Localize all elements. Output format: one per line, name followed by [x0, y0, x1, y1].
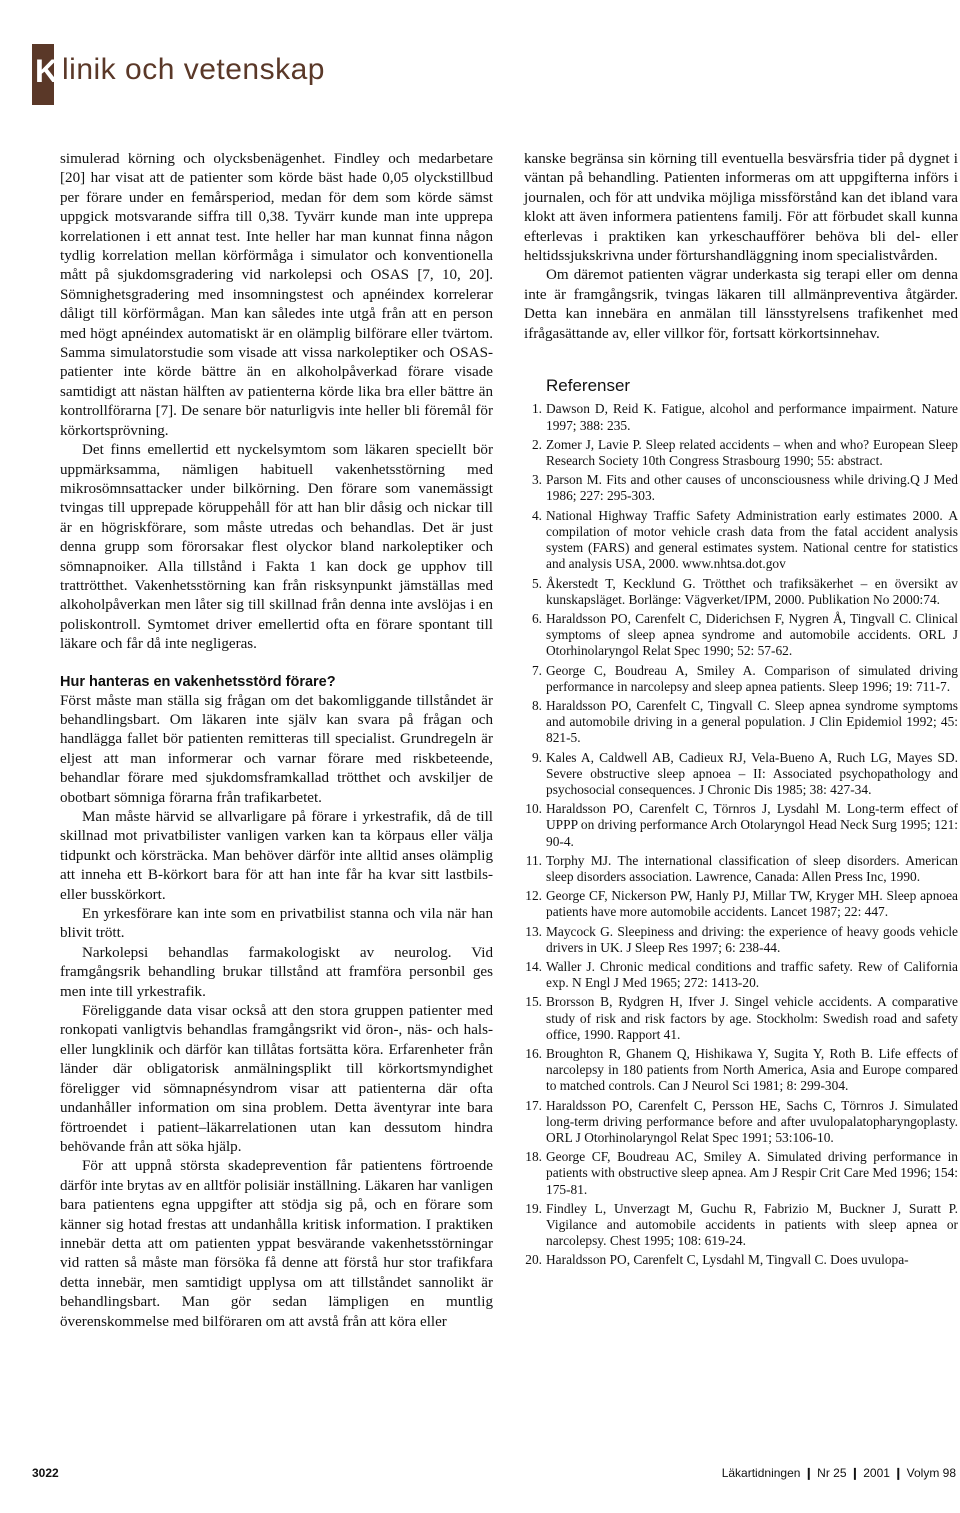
- reference-item: [524, 663, 958, 695]
- reference-text: Haraldsson PO, Carenfelt C, Persson HE, Sachs C, Törnros J. Simulated long-term driving performance before and after uvulopalatopharyngoplasty. ORL J Otorhinolaryngol Relat Spec 1991; 53:106-10.: [546, 1097, 958, 1145]
- reference-number: 13.: [525, 923, 542, 939]
- reference-text: Waller J. Chronic medical conditions and traffic safety. Rew of California exp. N Engl J Med 1965; 272: 1413-20.: [546, 958, 958, 991]
- reference-text: Kales A, Caldwell AB, Cadieux RJ, Vela-Bueno A, Ruch LG, Mayes SD. Severe obstructive sleep apnoea – II: Associated psychopathology and psychosocial consequences. J Chronic Dis 1985; 38: 427-34.: [546, 749, 958, 797]
- body-paragraph: kanske begränsa sin körning till eventuella besvärsfria tider på dygnet i väntan på behandling. Patienten informeras om att uppgifterna införs i journalen, och för att undvika möjliga missförstånd kan det ibland vara klokt att även informera patientens familj. För att förbudet skall kunna efterlevas i praktiken kan yrkeschaufförer behöva bli del- eller heltidssjukskrivna under förturshandläggning inom specialistvården.: [524, 151, 958, 265]
- section-initial-box: [32, 44, 59, 105]
- reference-number: 12.: [525, 888, 542, 904]
- reference-text: Parson M. Fits and other causes of unconsciousness while driving.Q J Med 1986; 227: 295-303.: [546, 472, 958, 504]
- body-paragraph: Föreliggande data visar också att den stora gruppen patienter med ronkopati vanligtvis behandlas framgångsrikt vid öron-, näs- och hals- eller lungklinik och därför kan tillåtas fortsätta köra. Erfarenheter från länder där obligatorisk anmälningsplikt till körkortsmyndighet föreligger vid sömnapnésyndrom visar att patienterna där ofta undanhåller information om sina problem. Detta äventyrar inte bara förtroendet i patient–läkarrelationen utan kan dessutom hindra behövande från att söka hjälp.: [60, 1003, 493, 1155]
- reference-text: Broughton R, Ghanem Q, Hishikawa Y, Sugita Y, Roth B. Life effects of narcolepsy in 180 patients from North America, Asia and Europe compared to matched controls. Can J Neurol Sci 1981; 8: 299-304.: [546, 1045, 958, 1094]
- section-heading: Hur hanteras en vakenhetsstörd förare?: [60, 673, 336, 690]
- reference-number: 20.: [525, 1252, 542, 1268]
- reference-text: George C, Boudreau A, Smiley A. Comparison of simulated driving performance in narcolepsy and sleep apnea patients. Sleep 1996; 19: 711-7.: [546, 662, 958, 694]
- reference-number: 5.: [531, 575, 542, 591]
- body-paragraph: Först måste man ställa sig frågan om det bakomliggande tillståndet är behandlingsbart. Om läkaren inte själv kan svara på frågan och handlägga fallet bör patienten remitteras till specialist. Grundregeln är eljest att man informerar och varnar förare med riskbeteende, behandlar förare med sjukdomsframkallad trötthet och avskiljer de obotbart sömniga förarna från trafikarbetet.: [60, 692, 493, 806]
- reference-number: 16.: [525, 1045, 542, 1061]
- reference-text: Maycock G. Sleepiness and driving: the experience of heavy goods vehicle drivers in UK. J Sleep Res 1997; 6: 238-44.: [546, 923, 958, 955]
- section-initial: K: [35, 53, 59, 89]
- reference-number: 15.: [525, 994, 542, 1010]
- reference-number: 8.: [531, 697, 542, 713]
- reference-text: George CF, Boudreau AC, Smiley A. Simulated driving performance in patients with obstructive sleep apnea. Am J Respir Crit Care Med 1996; 154: 175-81.: [546, 1149, 958, 1197]
- reference-item: [524, 1098, 958, 1147]
- reference-item: [524, 924, 958, 956]
- reference-text: Haraldsson PO, Carenfelt C, Törnros J, Lysdahl M. Long-term effect of UPPP on driving performance Arch Otolaryngol Head Neck Surg 1995; 121: 90-4.: [546, 801, 958, 849]
- reference-item: [524, 698, 958, 747]
- references-heading: Referenser: [546, 376, 631, 396]
- page-number: 3022: [32, 1466, 59, 1480]
- reference-item: [524, 437, 958, 469]
- page-header: [0, 0, 960, 105]
- reference-number: 3.: [531, 472, 542, 488]
- reference-text: George CF, Nickerson PW, Hanly PJ, Millar TW, Kryger MH. Sleep apnoea patients have more automobile accidents. Lancet 1987; 22: 447.: [546, 888, 958, 920]
- reference-number: 17.: [525, 1097, 542, 1113]
- reference-item: [524, 576, 958, 608]
- reference-item: [524, 1046, 958, 1095]
- reference-item: [524, 888, 958, 920]
- reference-item: [524, 959, 958, 991]
- body-paragraph: simulerad körning och olycksbenägenhet. Findley och medarbetare [20] har visat att de patienter som körde bäst hade 0,05 olyckstillbud per förare under en femårsperiod, medan för dem som körde sämst uppgick motsvarande siffra till 0,38. Tyvärr kunde man inte upprepa korrelationen i ett annat test. Inte heller har man kunnat finna någon tydlig korrelation mellan körförmåga i simulator och konventionella mått på sjukdomsgradering vid narkolepsi och OSAS [7, 10, 20]. Sömnighetsgradering med insomningstest och apnéindex korrelerar dåligt till körförmågan. Man kan således inte utgå från att en person med högt apnéindex automatiskt är en olämplig bilförare eller tvärtom. Samma simulatorstudie som visade att vissa narkoleptiker och OSAS-patienter inte körde bättre än en alkoholpåverkad förare visade samtidigt att nästan hälften av patienterna körde lika bra eller bättre än kontrollförarna [7]. De senare bör naturligvis inte heller bli föremål för körkortsprövning.: [60, 151, 493, 439]
- reference-text: Torphy MJ. The international classification of sleep disorders. American sleep disorders association. Lawrence, Canada: Allen Press Inc, 1990.: [546, 852, 958, 884]
- body-paragraph: En yrkesförare kan inte som en privatbilist stanna och vila när han blivit trött.: [60, 906, 493, 942]
- body-paragraph: Det finns emellertid ett nyckelsymtom som läkaren speciellt bör uppmärksamma, nämligen habituell vakenhetsstörning med mikrosömnsattacker under bilkörning. Den förare som vanemässigt tvingas till upprepade köruppehåll för att han blir dåsig och nickar till är en högriskförare, som måste utredas och behandlas. Det är just denna grupp som förorsakar flest olyckor bland narkoleptiker och sömnapnoiker. Alla tillstånd i Fakta 1 kan dock ge upphov till trattrötthet. Vakenhetsstörning kan från risksynpunkt jämställas med alkoholpåverkan men låter sig till skillnad från denna inte avslöjas i en poliskontroll. Symtomet driver emellertid ofta en förare spontant till läkare och får då inte negligeras.: [60, 442, 493, 653]
- journal-info: Läkartidningen ❙ Nr 25 ❙ 2001 ❙ Volym 98: [721, 1466, 956, 1480]
- reference-item: [524, 611, 958, 660]
- reference-number: 11.: [525, 852, 542, 868]
- left-column: [60, 150, 493, 1332]
- reference-text: Haraldsson PO, Carenfelt C, Diderichsen F, Nygren Å, Tingvall C. Clinical symptoms of sleep apnea syndrome and automobile accidents. ORL J Otorhinolaryngol Relat Spec 1990; 52: 57-62.: [546, 610, 958, 659]
- body-paragraph: Man måste härvid se allvarligare på förare i yrkestrafik, då de till skillnad mot privatbilister vanligen varken kan ta körpaus eller välja tidpunkt och körsträcka. Man behöver därför inte alltid anses olämplig att inneha ett B-körkort bara för att han inte får ha kvar sitt lastbils- eller busskörkort.: [60, 809, 493, 903]
- reference-text: Åkerstedt T, Kecklund G. Trötthet och trafiksäkerhet – en översikt av kunskapsläget. Borlänge: Vägverket/IPM, 2000. Publikation No 2000:74.: [546, 575, 958, 607]
- section-title: linik och vetenskap: [62, 53, 325, 86]
- right-column: [524, 150, 958, 1272]
- reference-number: 19.: [525, 1200, 542, 1216]
- reference-number: 6.: [531, 610, 542, 626]
- reference-number: 4.: [531, 507, 542, 523]
- references-list: [524, 401, 958, 1268]
- reference-number: 2.: [531, 436, 542, 452]
- reference-item: [524, 1201, 958, 1250]
- reference-item: [524, 750, 958, 799]
- body-paragraph: Om däremot patienten vägrar underkasta sig terapi eller om denna inte är framgångsrik, tvingas läkaren till allmänpreventiva åtgärder. Detta kan innebära en anmälan till länsstyrelsens trafikenhet med ifrågasättande av, eller villkor för, fortsatt körkortsinnehav.: [524, 267, 958, 342]
- reference-text: Zomer J, Lavie P. Sleep related accidents – when and who? European Sleep Research Society 10th Congress Strasbourg 1990; 55: abstract.: [546, 436, 958, 469]
- reference-number: 10.: [525, 801, 542, 817]
- body-paragraph: För att uppnå största skadeprevention får patientens förtroende därför inte brytas av en alltför polisiär inställning. Läkaren har vanligen bara patientens egna uppgifter att stödja sig på, och en förare som känner sig hotad frestas att undanhålla kritisk information. I praktiken innebär detta att om patienten yppat besvärande vakenhetsstörningar vid ratten så måste man försöka få denne att förstå hur stor trafikfara detta innebär, men samtidigt upplysa om att tillståndet sannolikt är behandlingsbart. Man gör sedan lämpligen en muntlig överenskommelse med bilföraren om att avstå från att köra eller: [60, 1158, 493, 1330]
- reference-item: [524, 801, 958, 850]
- reference-text: Dawson D, Reid K. Fatigue, alcohol and performance impairment. Nature 1997; 388: 235.: [546, 401, 958, 433]
- reference-number: 18.: [525, 1149, 542, 1165]
- reference-number: 1.: [531, 401, 542, 417]
- reference-item: [524, 508, 958, 573]
- reference-item: [524, 994, 958, 1043]
- reference-item: [524, 853, 958, 885]
- reference-text: Haraldsson PO, Carenfelt C, Tingvall C. Sleep apnea syndrome symptoms and automobile driving in a general population. J Clin Epidemiol 1992; 45: 821-5.: [546, 697, 958, 746]
- reference-item: [524, 1252, 958, 1268]
- reference-item: [524, 401, 958, 433]
- reference-number: 9.: [531, 749, 542, 765]
- reference-text: Haraldsson PO, Carenfelt C, Lysdahl M, Tingvall C. Does uvulopa-: [546, 1252, 909, 1268]
- reference-item: [524, 472, 958, 504]
- reference-number: 14.: [525, 958, 542, 974]
- reference-number: 7.: [531, 662, 542, 678]
- reference-text: National Highway Traffic Safety Administration early estimates 2000. A compilation of motor vehicle crash data from the fatal accident analysis system (FARS) and general estimates system. National centre for statistics and analysis USA, 2000. www.nhtsa.dot.gov: [546, 507, 958, 572]
- body-paragraph: Narkolepsi behandlas farmakologiskt av neurolog. Vid framgångsrik behandling brukar tillstånd att framföra personbil ges men inte till yrkestrafik.: [60, 944, 493, 1000]
- reference-text: Findley L, Unverzagt M, Guchu R, Fabrizio M, Buckner J, Suratt P. Vigilance and automobile accidents in patients with sleep apnea or narcolepsy. Chest 1995; 108: 619-24.: [546, 1200, 958, 1249]
- reference-item: [524, 1149, 958, 1198]
- reference-text: Brorsson B, Rydgren H, Ifver J. Singel vehicle accidents. A comparative study of risk and risk factors by age. Stockholm: Swedish road and safety office, 1990. Rapport 41.: [546, 994, 958, 1042]
